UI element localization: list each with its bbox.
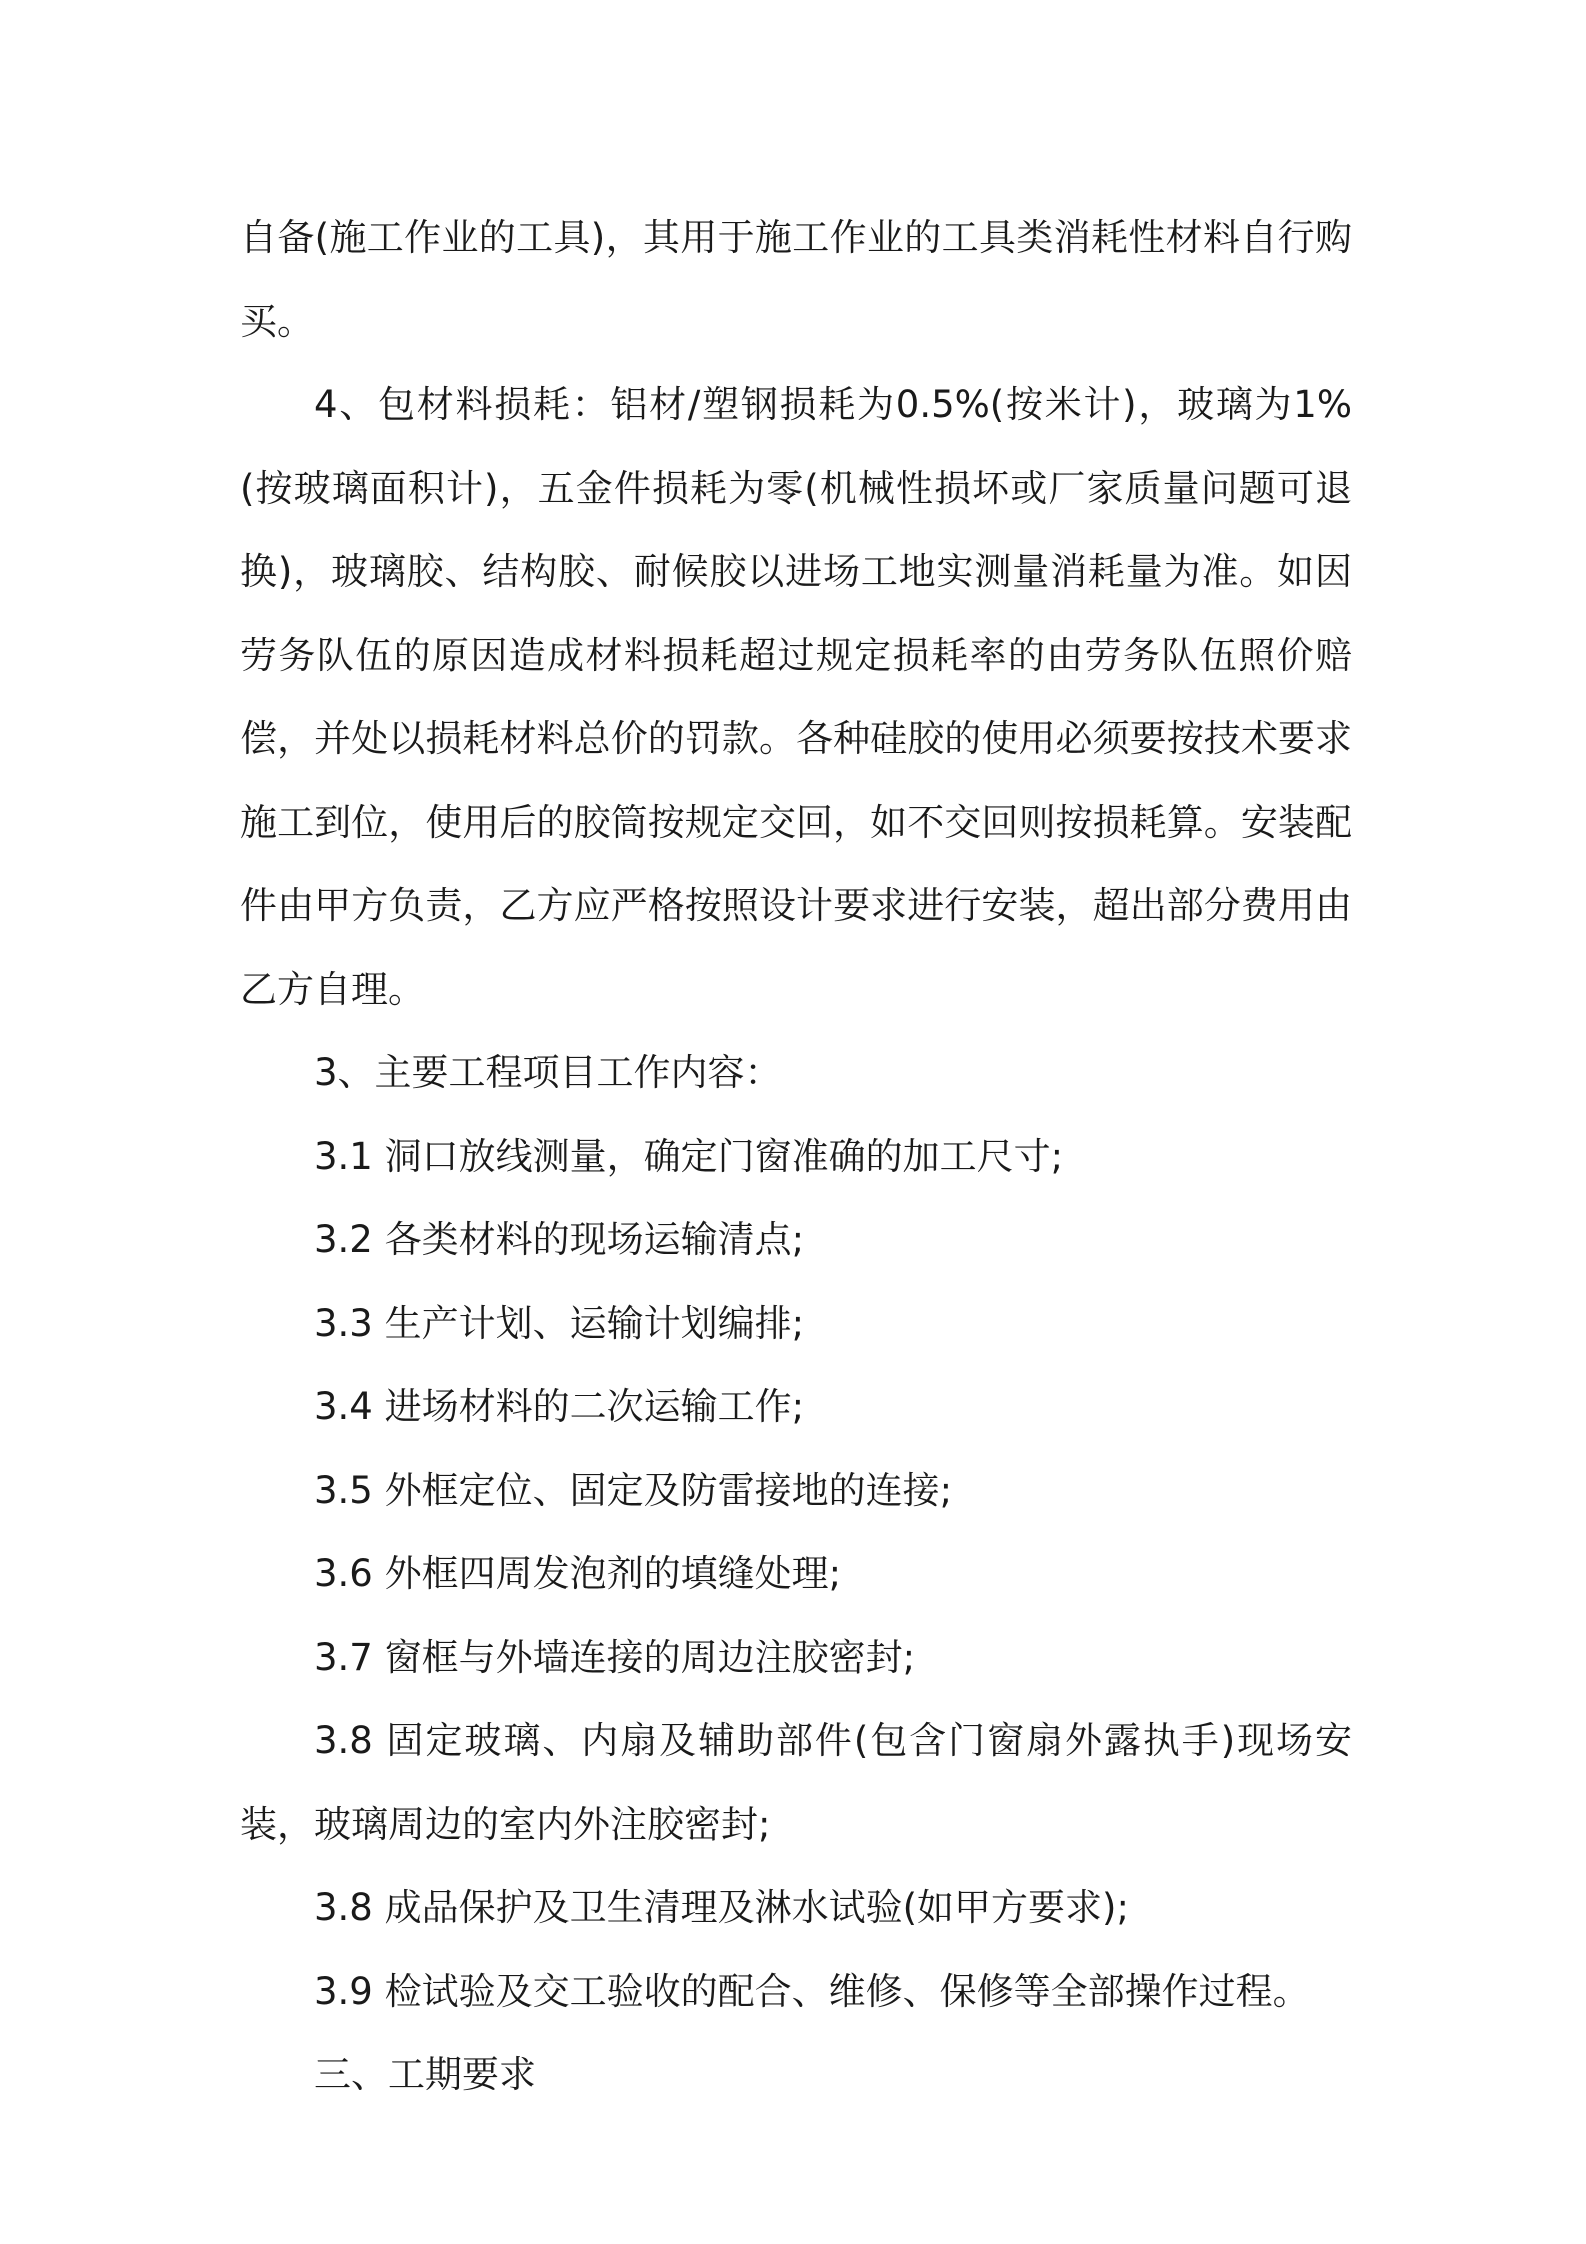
list-item-3-7: 3.7 窗框与外墙连接的周边注胶密封; (314, 1635, 916, 1679)
list-item-3-1: 3.1 洞口放线测量，确定门窗准确的加工尺寸; (314, 1134, 1064, 1178)
document-body (240, 196, 1352, 2117)
heading-main-work-content: 3、主要工程项目工作内容： (314, 1051, 782, 1094)
list-item-3-4: 3.4 进场材料的二次运输工作; (314, 1385, 805, 1428)
paragraph-material-loss: 4、包材料损耗：铝材/塑钢损耗为0.5%(按米计)，玻璃为1%(按玻璃面积计)，五金件损耗为零(机械性损坏或厂家质量问题可退换)，玻璃胶、结构胶、耐候胶以进场工地实测量消耗量为准。如因劳务队伍的原因造成材料损耗超过规定损耗率的由劳务队伍照价赔偿，并处以损耗材料总价的罚款。各种硅胶的使用必须要按技术要求施工到位，使用后的胶筒按规定交回，如不交回则按损耗算。安装配件由甲方负责，乙方应严格按照设计要求进行安装，超出部分费用由乙方自理。 (240, 383, 1352, 1011)
paragraph-tools: 自备(施工作业的工具)，其用于施工作业的工具类消耗性材料自行购买。 (240, 216, 1352, 343)
list-item-3-5: 3.5 外框定位、固定及防雷接地的连接; (314, 1468, 953, 1512)
list-item-3-8-install: 3.8 固定玻璃、内扇及辅助部件(包含门窗扇外露执手)现场安装，玻璃周边的室内外注胶密封; (240, 1719, 1352, 1846)
list-item-3-2: 3.2 各类材料的现场运输清点; (314, 1218, 805, 1261)
list-item-3-6: 3.6 外框四周发泡剂的填缝处理; (314, 1552, 842, 1595)
list-item-3-9: 3.9 检试验及交工验收的配合、维修、保修等全部操作过程。 (314, 1969, 1310, 2013)
section-heading-schedule: 三、工期要求 (314, 2053, 536, 2096)
list-item-3-3: 3.3 生产计划、运输计划编排; (314, 1301, 805, 1345)
list-item-3-8-protection: 3.8 成品保护及卫生清理及淋水试验(如甲方要求); (314, 1886, 1129, 1929)
